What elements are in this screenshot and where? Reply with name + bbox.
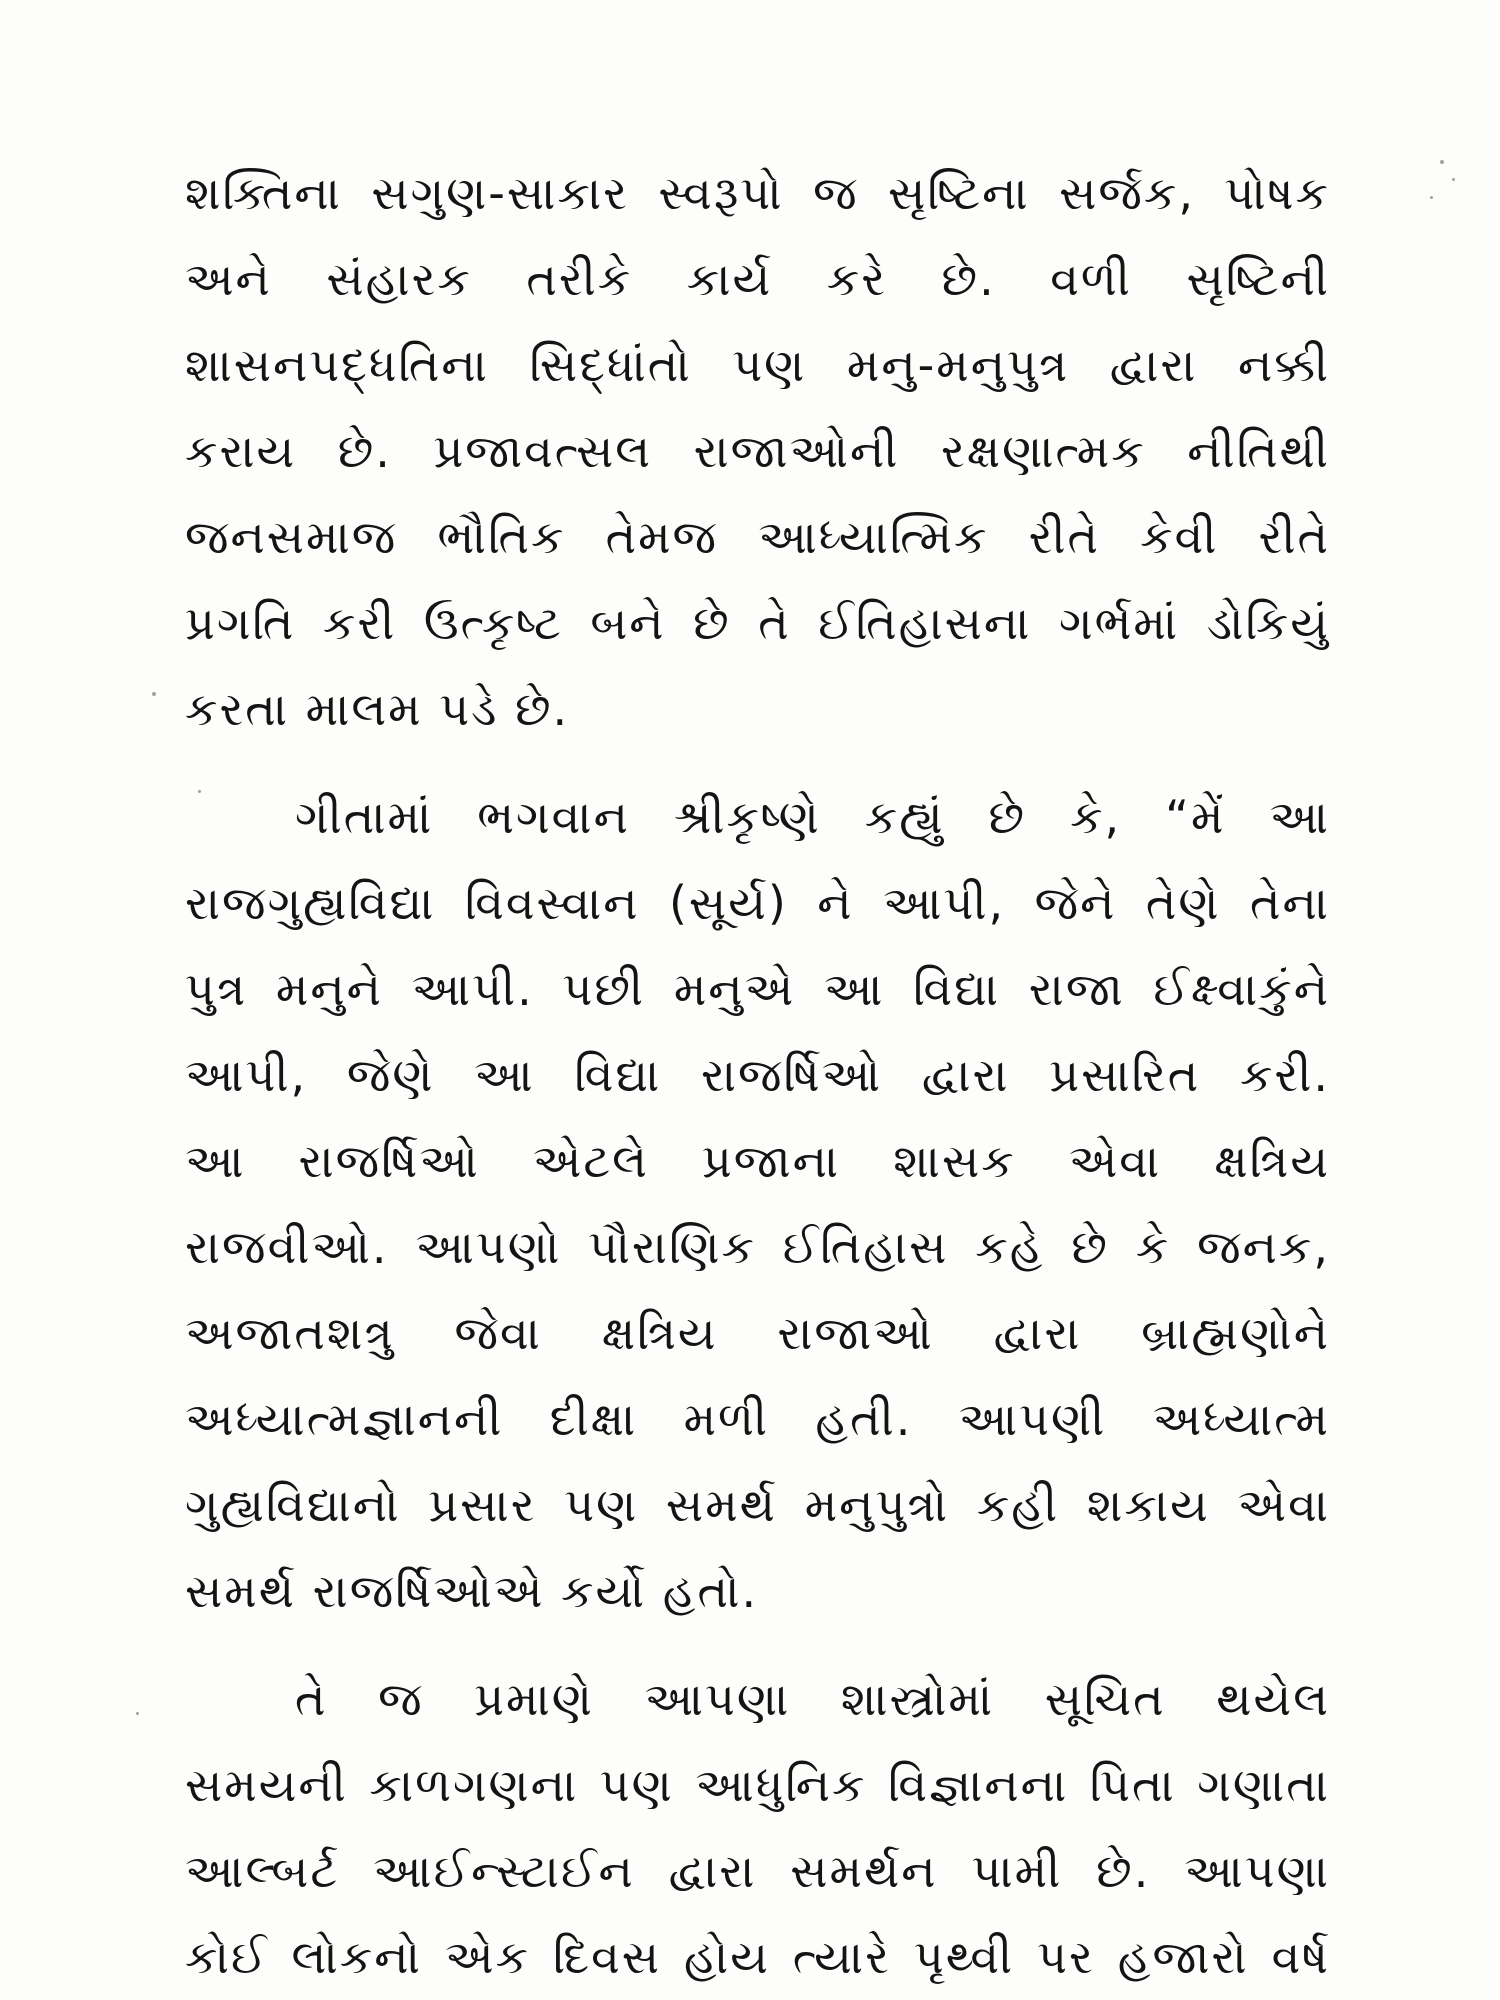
- paragraph-2: [185, 774, 1330, 1634]
- text-line: ગીતામાં ભગવાન શ્રીકૃષ્ણે કહ્યું છે કે, “મેં આ: [295, 790, 1330, 844]
- text-line: ગુહ્યવિદ્યાનો પ્રસાર પણ સમર્થ મનુપુત્રો કહી શકાય એવા: [185, 1478, 1330, 1532]
- text-line: અને સંહારક તરીકે કાર્ય કરે છે. વળી સૃષ્ટિની: [185, 252, 1330, 306]
- text-line: તે જ પ્રમાણે આપણા શાસ્ત્રોમાં સૂચિત થયેલ: [295, 1672, 1330, 1726]
- text-line: રાજવીઓ. આપણો પૌરાણિક ઈતિહાસ કહે છે કે જનક,: [185, 1220, 1330, 1274]
- text-line: આપી, જેણે આ વિદ્યા રાજર્ષિઓ દ્વારા પ્રસારિત કરી.: [185, 1048, 1330, 1102]
- text-line: રાજગુહ્યવિદ્યા વિવસ્વાન (સૂર્ય) ને આપી, જેને તેણે તેના: [185, 876, 1330, 930]
- text-line: આ રાજર્ષિઓ એટલે પ્રજાના શાસક એવા ક્ષત્રિય: [185, 1134, 1330, 1188]
- text-line: અજાતશત્રુ જેવા ક્ષત્રિય રાજાઓ દ્વારા બ્રાહ્મણોને: [185, 1306, 1330, 1360]
- scan-speck: [1452, 178, 1455, 181]
- paragraph-3: [185, 1656, 1330, 2000]
- text-line: કરાય છે. પ્રજાવત્સલ રાજાઓની રક્ષણાત્મક નીતિથી: [185, 424, 1330, 478]
- scan-speck: [136, 1712, 139, 1715]
- text-line: સમયની કાળગણના પણ આધુનિક વિજ્ઞાનના પિતા ગણાતા: [185, 1758, 1330, 1812]
- text-line: કોઈ લોકનો એક દિવસ હોય ત્યારે પૃથ્વી પર હજારો વર્ષ: [185, 1930, 1330, 1984]
- text-line: અધ્યાત્મજ્ઞાનની દીક્ષા મળી હતી. આપણી અધ્યાત્મ: [185, 1392, 1330, 1446]
- paragraph-1: [185, 150, 1330, 752]
- scan-speck: [1440, 160, 1444, 164]
- text-line: સમર્થ રાજર્ષિઓએ કર્યો હતો.: [185, 1564, 759, 1618]
- scan-speck: [1430, 196, 1433, 199]
- text-line: શક્તિના સગુણ-સાકાર સ્વરૂપો જ સૃષ્ટિના સર્જક, પોષક: [185, 166, 1330, 220]
- text-line: આલ્બર્ટ આઈન્સ્ટાઈન દ્વારા સમર્થન પામી છે. આપણા: [185, 1844, 1330, 1898]
- text-line: પુત્ર મનુને આપી. પછી મનુએ આ વિદ્યા રાજા ઈક્ષ્વાકુંને: [185, 962, 1330, 1016]
- text-line: પ્રગતિ કરી ઉત્કૃષ્ટ બને છે તે ઈતિહાસના ગર્ભમાં ડોકિયું: [185, 596, 1330, 650]
- text-line: કરતા માલમ પડે છે.: [185, 682, 570, 736]
- scan-speck: [152, 692, 156, 696]
- scan-speck: [198, 790, 201, 793]
- text-line: શાસનપદ્ધતિના સિદ્ધાંતો પણ મનુ-મનુપુત્ર દ્વારા નક્કી: [185, 338, 1330, 392]
- text-line: જનસમાજ ભૌતિક તેમજ આધ્યાત્મિક રીતે કેવી રીતે: [185, 510, 1330, 564]
